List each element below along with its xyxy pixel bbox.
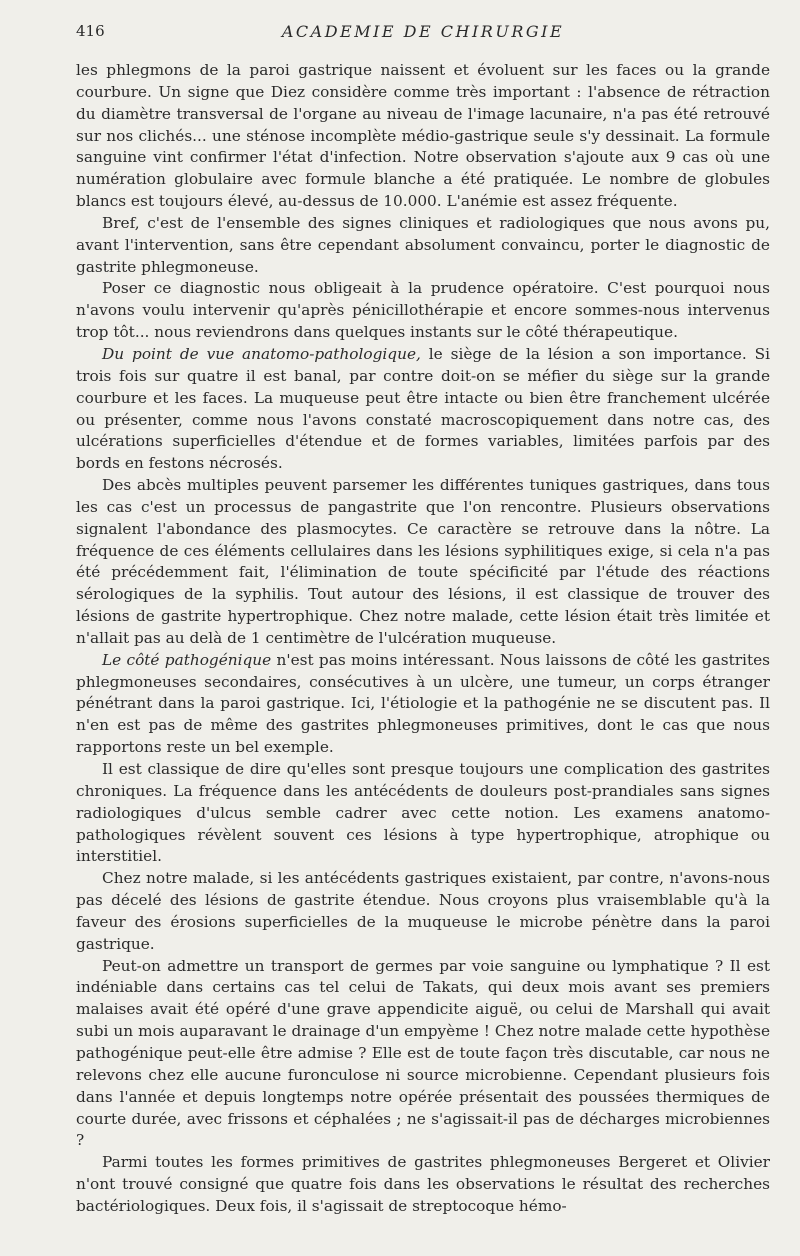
paragraph-text: Peut-on admettre un transport de germes par voie sanguine ou lymphatique ? Il est indéniable dans certains cas tel celui de Takats, qui deux mois avant ses premiers malaises avait été opéré d'une grave appendicite aiguë, ou celui de Marshall qui avait subi un mois auparavant le drainage d'un empyème ! Chez notre malade cette hypothèse pathogénique peut-elle être admise ? Elle est de toute façon très discutable, car nous ne relevons chez elle aucune furonculose ni source microbienne. Cependant plusieurs fois dans l'année et depuis longtemps notre opérée présentait des poussées thermiques de courte durée, avec frissons et céphalées ; ne s'agissait-il pas de décharges microbiennes ? xyxy=(76,956,770,1150)
paragraph-text: Poser ce diagnostic nous obligeait à la prudence opératoire. C'est pourquoi nous n'avons voulu intervenir qu'après pénicillothérapie et encore sommes-nous intervenus trop tôt... nous reviendrons dans quelques instants sur le côté thérapeutique. xyxy=(76,279,770,342)
paragraph-lead: Du point de vue anatomo-pathologique, xyxy=(102,344,421,363)
paragraph-text: Bref, c'est de l'ensemble des signes cliniques et radiologiques que nous avons pu, avant l'intervention, sans être cependant absolument convaincu, porter le diagnostic de gastrite phlegmoneuse. xyxy=(76,213,770,276)
paragraph-text: le siège de la lésion a son importance. Si trois fois sur quatre il est banal, par contre doit-on se méfier du siège sur la grande courbure et les faces. La muqueuse peut être intacte ou bien être franchement ulcérée ou présenter, comme nous l'avons constaté macroscopiquement dans notre cas, des ulcérations superficielles d'étendue et de formes variables, limitées parfois par des bords en festons nécrosés. xyxy=(76,344,770,473)
page-header xyxy=(76,20,770,46)
running-title: ACADEMIE DE CHIRURGIE xyxy=(281,22,565,41)
paragraph-text: Des abcès multiples peuvent parsemer les différentes tuniques gastriques, dans tous les cas c'est un processus de pangastrite que l'on rencontre. Plusieurs observations signalent l'abondance des plasmocytes. Ce caractère se retrouve dans la nôtre. La fréquence de ces éléments cellulaires dans les lésions syphilitiques exige, si cela n'a pas été précédemment fait, l'élimination de toute spécificité par l'étude des réactions sérologiques de la syphilis. Tout autour des lésions, il est classique de trouver des lésions de gastrite hypertrophique. Chez notre malade, cette lésion était très limitée et n'allait pas au delà de 1 centimètre de l'ulcération muqueuse. xyxy=(76,476,770,647)
paragraph xyxy=(76,759,770,868)
paragraph xyxy=(76,868,770,955)
paragraph-text: les phlegmons de la paroi gastrique naissent et évoluent sur les faces ou la grande courbure. Un signe que Diez considère comme très important : l'absence de rétraction du diamètre transversal de l'organe au niveau de l'image lacunaire, n'a pas été retrouvé sur nos clichés... une sténose incomplète médio-gastrique seule s'y dessinait. La formule sanguine vint confirmer l'état d'infection. Notre observation s'ajoute aux 9 cas où une numération globulaire avec formule blanche a été pratiquée. Le nombre de globules blancs est toujours élevé, au-dessus de 10.000. L'anémie est assez fréquente. xyxy=(76,61,770,211)
paragraph xyxy=(76,475,770,650)
paragraph xyxy=(76,650,770,759)
page-number: 416 xyxy=(76,22,105,40)
paragraph xyxy=(76,213,770,279)
paragraph-text: Il est classique de dire qu'elles sont presque toujours une complication des gastrites chroniques. La fréquence dans les antécédents de douleurs post-prandiales sans signes radiologiques d'ulcus semble cadrer avec cette notion. Les examens anatomo-pathologiques révèlent souvent ces lésions à type hypertrophique, atrophique ou interstitiel. xyxy=(76,760,770,866)
paragraph-text: Chez notre malade, si les antécédents gastriques existaient, par contre, n'avons-nous pas décelé des lésions de gastrite étendue. Nous croyons plus vraisemblable qu'à la faveur des érosions superficielles de la muqueuse le microbe pénètre dans la paroi gastrique. xyxy=(76,869,770,953)
document-page xyxy=(76,20,770,1218)
paragraph xyxy=(76,1152,770,1218)
paragraph-text: n'est pas moins intéressant. Nous laissons de côté les gastrites phlegmoneuses secondaires, consécutives à un ulcère, une tumeur, un corps étranger pénétrant dans la paroi gastrique. Ici, l'étiologie et la pathogénie ne se discutent pas. Il n'en est pas de même des gastrites phlegmoneuses primitives, dont le cas que nous rapportons reste un bel exemple. xyxy=(76,650,770,757)
paragraph xyxy=(76,344,770,475)
paragraph-text: Parmi toutes les formes primitives de gastrites phlegmoneuses Bergeret et Olivier n'ont trouvé consigné que quatre fois dans les observations le résultat des recherches bactériologiques. Deux fois, il s'agissait de streptocoque hémo- xyxy=(76,1153,770,1215)
paragraph xyxy=(76,956,770,1153)
paragraph xyxy=(76,278,770,344)
paragraph-lead: Le côté pathogénique xyxy=(102,650,272,669)
paragraph xyxy=(76,60,770,213)
body-text xyxy=(76,60,770,1218)
